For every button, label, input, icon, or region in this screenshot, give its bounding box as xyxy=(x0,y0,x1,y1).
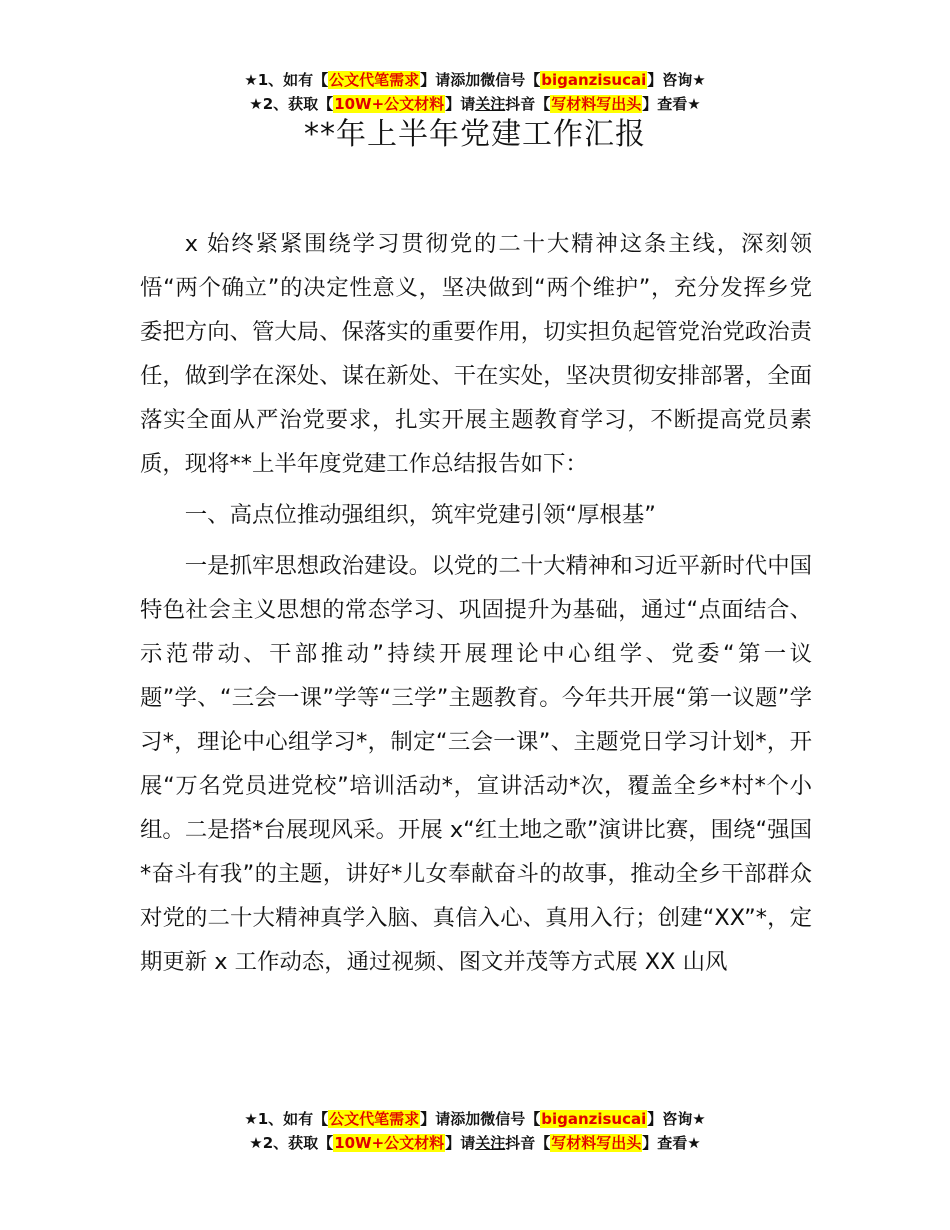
promo-line-2-follow: 关注 xyxy=(475,95,506,113)
footer-line-2-end: 】查看★ xyxy=(642,1134,701,1152)
footer-line-2-prefix: ★2、获取【 xyxy=(249,1134,334,1152)
promo-line-2-mid-b: 抖音【 xyxy=(505,95,551,113)
footer-line-1-mid: 】请添加微信号【 xyxy=(420,1110,541,1128)
footer-promo-banner xyxy=(0,1107,950,1155)
footer-highlight-ghostwriting: 公文代笔需求 xyxy=(329,1110,420,1128)
footer-highlight-wechat-id: biganzisucai xyxy=(541,1110,647,1128)
promo-line-2-end: 】查看★ xyxy=(642,95,701,113)
promo-highlight-douyin-account: 写材料写出头 xyxy=(551,95,642,113)
body-paragraph-1: 一是抓牢思想政治建设。以党的二十大精神和习近平新时代中国特色社会主义思想的常态学习、巩固提升为基础，通过“点面结合、示范带动、干部推动”持续开展理论中心组学、党委“第一议题”学、“三会一课”学等“三学”主题教育。今年共开展“第一议题”学习*，理论中心组学习*，制定“三会一课”、主题党日学习计划*，开展“万名党员进党校”培训活动*，宣讲活动*次，覆盖全乡*村*个小组。二是搭*台展现风采。开展 x“红土地之歌”演讲比赛，围绕“强国*奋斗有我”的主题，讲好*儿女奉献奋斗的故事，推动全乡干部群众对党的二十大精神真学入脑、真信入心、真用入行；创建“XX”*，定期更新 x 工作动态，通过视频、图文并茂等方式展 XX 山风 xyxy=(140,553,812,975)
footer-highlight-douyin-account: 写材料写出头 xyxy=(551,1134,642,1152)
footer-line-2-mid-b: 抖音【 xyxy=(505,1134,551,1152)
footer-promo-line-2 xyxy=(0,1131,950,1155)
intro-paragraph: x 始终紧紧围绕学习贯彻党的二十大精神这条主线，深刻领悟“两个确立”的决定性意义，坚决做到“两个维护”，充分发挥乡党委把方向、管大局、保落实的重要作用，切实担负起管党治党政治责任，做到学在深处、谋在新处、干在实处，坚决贯彻安排部署，全面落实全面从严治党要求，扎实开展主题教育学习，不断提高党员素质，现将**上半年度党建工作总结报告如下： xyxy=(140,231,812,477)
footer-line-2-follow: 关注 xyxy=(475,1134,506,1152)
section-heading-1: 一、高点位推动强组织，筑牢党建引领“厚根基” xyxy=(184,502,656,528)
document-title: **年上半年党建工作汇报 xyxy=(304,117,646,152)
header-promo-banner xyxy=(0,68,950,116)
promo-highlight-ghostwriting: 公文代笔需求 xyxy=(329,71,420,89)
footer-line-1-prefix: ★1、如有【 xyxy=(244,1110,329,1128)
footer-line-1-end: 】咨询★ xyxy=(647,1110,706,1128)
promo-highlight-materials: 10W+公文材料 xyxy=(334,95,445,113)
promo-line-2-prefix: ★2、获取【 xyxy=(249,95,334,113)
document-body xyxy=(140,222,812,991)
promo-line-1-end: 】咨询★ xyxy=(647,71,706,89)
promo-line-1-mid: 】请添加微信号【 xyxy=(420,71,541,89)
promo-line-2-mid-a: 】请 xyxy=(445,95,476,113)
promo-highlight-wechat-id: biganzisucai xyxy=(541,71,647,89)
footer-highlight-materials: 10W+公文材料 xyxy=(334,1134,445,1152)
promo-line-1 xyxy=(0,68,950,92)
footer-promo-line-1 xyxy=(0,1107,950,1131)
footer-line-2-mid-a: 】请 xyxy=(445,1134,476,1152)
promo-line-1-prefix: ★1、如有【 xyxy=(244,71,329,89)
